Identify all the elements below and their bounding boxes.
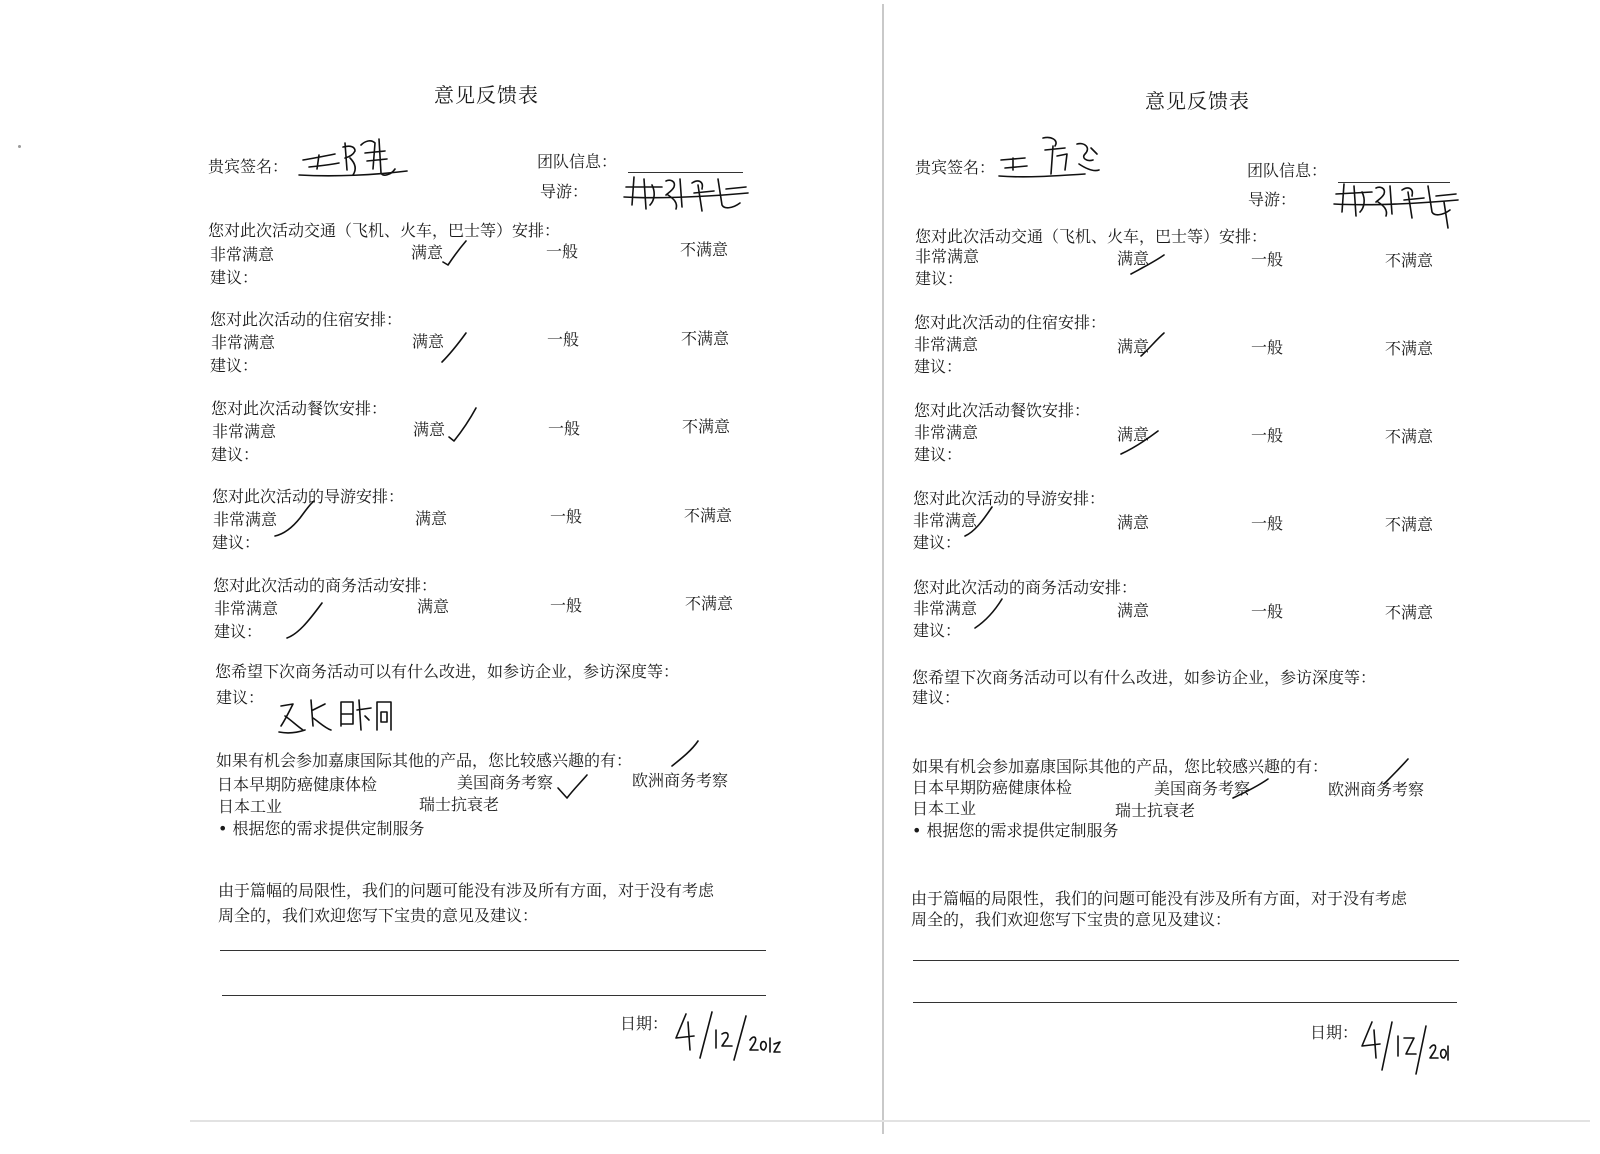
date-label: 日期： — [1310, 1023, 1359, 1042]
question-1-text: 您对此次活动交通（飞机、火车，巴士等）安排： — [915, 227, 1268, 246]
q3-dissatisfied: 不满意 — [1385, 427, 1434, 446]
comment-line-2 — [222, 995, 766, 996]
form-title: 意见反馈表 — [434, 83, 539, 107]
comment-line-2 — [913, 1002, 1457, 1003]
q1-average: 一般 — [546, 242, 579, 261]
product-custom-service: • 根据您的需求提供定制服务 — [218, 819, 425, 838]
date-label: 日期： — [620, 1014, 669, 1033]
q1-suggestion-label: 建议： — [210, 268, 259, 287]
comment-line-1 — [220, 950, 766, 951]
guide-signature — [622, 165, 752, 215]
q4-suggestion-label: 建议： — [212, 533, 261, 552]
team-info-label: 团队信息： — [1247, 161, 1328, 180]
guide-label: 导游： — [1248, 190, 1297, 209]
question-3-text: 您对此次活动餐饮安排： — [914, 401, 1091, 420]
q3-average: 一般 — [1251, 426, 1284, 445]
q4-average: 一般 — [1251, 514, 1284, 533]
feedback-sheet-right — [880, 0, 1600, 1154]
interest-question: 如果有机会参加嘉康国际其他的产品，您比较感兴趣的有： — [216, 751, 633, 770]
q1-dissatisfied: 不满意 — [1385, 251, 1434, 270]
question-2-text: 您对此次活动的住宿安排： — [210, 310, 403, 329]
q1-very-satisfied: 非常满意 — [210, 245, 275, 264]
closing-line-1: 由于篇幅的局限性，我们的问题可能没有涉及所有方面，对于没有考虑 — [218, 881, 715, 900]
product-us-business: 美国商务考察 — [457, 773, 554, 792]
q5-very-satisfied: 非常满意 — [913, 599, 978, 618]
interest-question: 如果有机会参加嘉康国际其他的产品，您比较感兴趣的有： — [912, 757, 1329, 776]
improvement-suggestion-label: 建议： — [912, 688, 961, 707]
q4-satisfied: 满意 — [415, 509, 448, 528]
q3-very-satisfied: 非常满意 — [212, 422, 277, 441]
guest-signature-label: 贵宾签名： — [208, 157, 289, 176]
team-info-label: 团队信息： — [537, 152, 618, 171]
product-swiss-antiaging: 瑞士抗衰老 — [1115, 801, 1196, 820]
q2-satisfied: 满意 — [1117, 337, 1150, 356]
q3-very-satisfied: 非常满意 — [914, 423, 979, 442]
product-japan-checkup: 日本早期防癌健康体检 — [217, 775, 378, 794]
product-us-business-checkmark — [1230, 776, 1272, 802]
question-1-text: 您对此次活动交通（飞机、火车，巴士等）安排： — [208, 221, 561, 240]
question-5-text: 您对此次活动的商务活动安排： — [213, 576, 438, 595]
product-japan-industry: 日本工业 — [912, 799, 977, 818]
question-4-text: 您对此次活动的导游安排： — [212, 487, 405, 506]
question-3-text: 您对此次活动餐饮安排： — [211, 399, 388, 418]
q2-average: 一般 — [1251, 338, 1284, 357]
q5-dissatisfied: 不满意 — [685, 594, 734, 613]
q2-satisfied: 满意 — [412, 332, 445, 351]
q5-satisfied: 满意 — [1117, 601, 1150, 620]
q5-satisfied: 满意 — [417, 597, 450, 616]
q5-average: 一般 — [550, 596, 583, 615]
improvement-question: 您希望下次商务活动可以有什么改进，如参访企业，参访深度等： — [215, 662, 680, 681]
q4-dissatisfied: 不满意 — [1385, 515, 1434, 534]
guest-signature — [995, 130, 1110, 185]
q1-checkmark — [440, 238, 470, 268]
date-handwriting — [672, 1010, 782, 1066]
q1-average: 一般 — [1251, 250, 1284, 269]
guest-signature — [295, 125, 410, 185]
q2-dissatisfied: 不满意 — [1385, 339, 1434, 358]
q3-suggestion-label: 建议： — [914, 445, 963, 464]
question-2-text: 您对此次活动的住宿安排： — [914, 313, 1107, 332]
q3-checkmark — [446, 405, 480, 445]
q2-checkmark — [440, 330, 470, 366]
q5-checkmark — [284, 600, 326, 642]
improvement-suggestion-label: 建议： — [216, 688, 265, 707]
q4-very-satisfied: 非常满意 — [213, 510, 278, 529]
q1-dissatisfied: 不满意 — [680, 240, 729, 259]
closing-line-1: 由于篇幅的局限性，我们的问题可能没有涉及所有方面，对于没有考虑 — [911, 889, 1408, 908]
q2-checkmark — [1138, 330, 1168, 360]
product-japan-industry: 日本工业 — [218, 797, 283, 816]
product-us-business-checkmark — [555, 772, 591, 802]
q4-satisfied: 满意 — [1117, 513, 1150, 532]
q2-very-satisfied: 非常满意 — [914, 335, 979, 354]
q4-average: 一般 — [550, 507, 583, 526]
q5-very-satisfied: 非常满意 — [214, 599, 279, 618]
q5-suggestion-label: 建议： — [913, 621, 962, 640]
q2-suggestion-label: 建议： — [210, 356, 259, 375]
guest-signature-label: 贵宾签名： — [915, 158, 996, 177]
guide-label: 导游： — [540, 182, 589, 201]
q5-checkmark — [972, 596, 1006, 632]
q2-suggestion-label: 建议： — [914, 357, 963, 376]
q2-very-satisfied: 非常满意 — [211, 333, 276, 352]
q4-checkmark — [962, 504, 996, 540]
q3-satisfied: 满意 — [1117, 425, 1150, 444]
q3-dissatisfied: 不满意 — [682, 417, 731, 436]
question-4-text: 您对此次活动的导游安排： — [913, 489, 1106, 508]
product-us-business: 美国商务考察 — [1154, 779, 1251, 798]
product-japan-checkup: 日本早期防癌健康体检 — [912, 778, 1073, 797]
q2-dissatisfied: 不满意 — [681, 329, 730, 348]
comment-line-1 — [913, 960, 1459, 961]
q2-average: 一般 — [547, 330, 580, 349]
question-5-text: 您对此次活动的商务活动安排： — [913, 578, 1138, 597]
improvement-question: 您希望下次商务活动可以有什么改进，如参访企业，参访深度等： — [912, 668, 1377, 687]
product-eu-business: 欧洲商务考察 — [632, 771, 729, 790]
product-custom-service: • 根据您的需求提供定制服务 — [912, 821, 1119, 840]
product-eu-business: 欧洲商务考察 — [1328, 780, 1425, 799]
q5-dissatisfied: 不满意 — [1385, 603, 1434, 622]
q3-satisfied: 满意 — [413, 420, 446, 439]
q1-very-satisfied: 非常满意 — [915, 247, 980, 266]
q1-satisfied: 满意 — [411, 243, 444, 262]
q5-average: 一般 — [1251, 602, 1284, 621]
q1-satisfied: 满意 — [1117, 249, 1150, 268]
q3-checkmark — [1118, 428, 1162, 458]
closing-line-2: 周全的，我们欢迎您写下宝贵的意见及建议： — [911, 910, 1232, 929]
date-handwriting — [1358, 1018, 1458, 1078]
interest-question-mark — [668, 738, 702, 770]
q4-dissatisfied: 不满意 — [684, 506, 733, 525]
guide-signature — [1332, 172, 1462, 232]
closing-line-2: 周全的，我们欢迎您写下宝贵的意见及建议： — [218, 906, 539, 925]
q1-checkmark — [1128, 252, 1168, 278]
q4-suggestion-label: 建议： — [913, 533, 962, 552]
q3-average: 一般 — [548, 419, 581, 438]
q4-very-satisfied: 非常满意 — [913, 511, 978, 530]
q5-suggestion-label: 建议： — [214, 622, 263, 641]
q3-suggestion-label: 建议： — [211, 445, 260, 464]
form-title: 意见反馈表 — [1145, 89, 1250, 113]
q1-suggestion-label: 建议： — [915, 269, 964, 288]
q4-checkmark — [272, 498, 318, 540]
improvement-answer-handwriting — [275, 692, 395, 738]
product-swiss-antiaging: 瑞士抗衰老 — [419, 795, 500, 814]
